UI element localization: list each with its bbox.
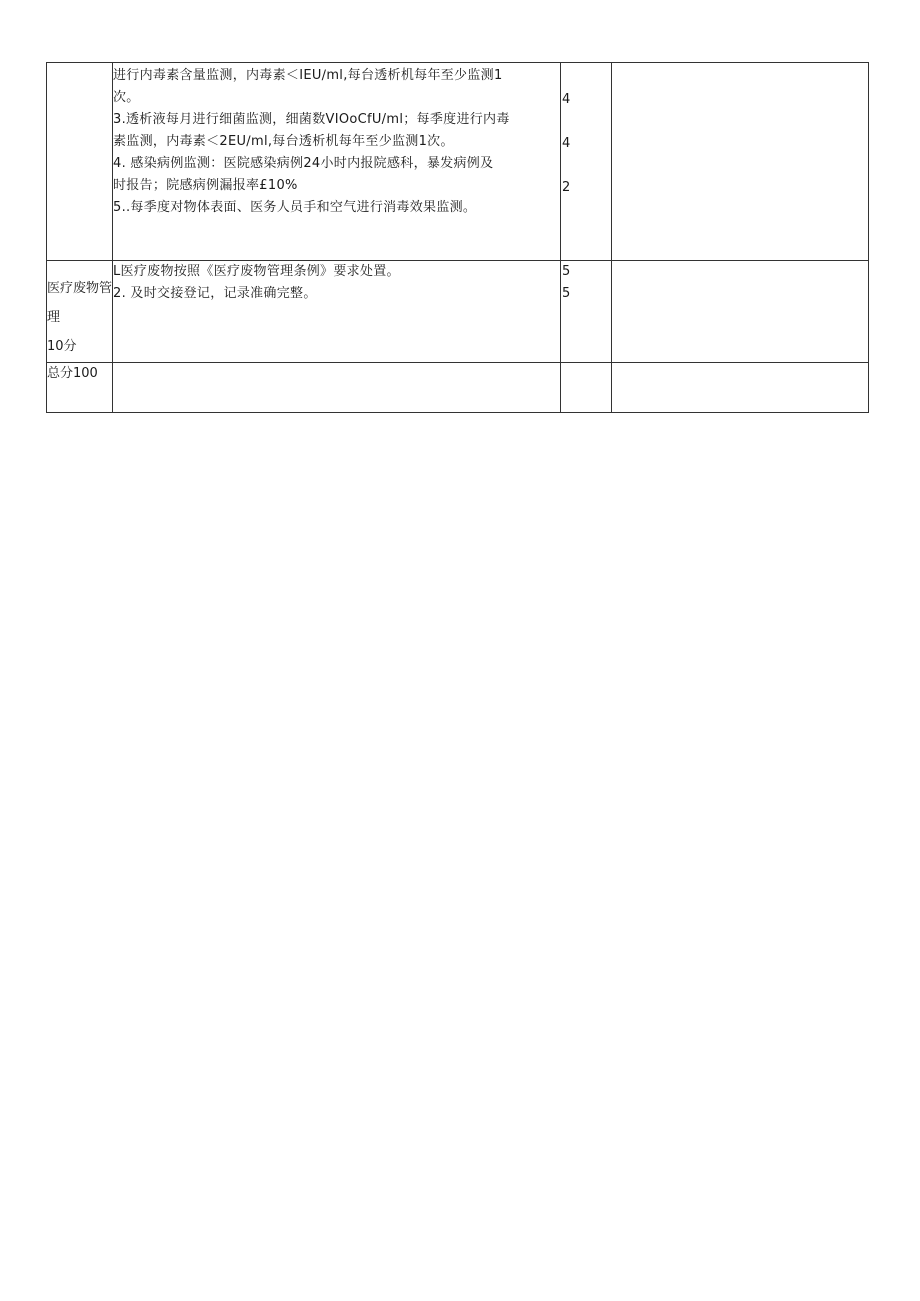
point-value: 5 [562,264,571,279]
criteria-line: 2. 及时交接登记，记录准确完整。 [113,286,317,301]
category-cell [47,261,113,363]
remark-cell [612,63,869,261]
remark-cell [612,261,869,363]
total-row [47,363,869,413]
criteria-line: 次。 [113,90,140,105]
criteria-line: 3.透析液每月进行细菌监测，细菌数VIOoCfU/ml；每季度进行内毒 [113,112,510,127]
table-row [47,261,869,363]
points-cell [561,63,612,261]
category-cell [47,63,113,261]
score-table [46,62,869,413]
points-cell [561,261,612,363]
empty-cell [612,363,869,413]
criteria-line: 4. 感染病例监测：医院感染病例24小时内报院感科，暴发病例及 [113,156,494,171]
point-value: 4 [562,92,571,107]
point-value: 4 [562,136,571,151]
criteria-line: 时报告；院感病例漏报率£10% [113,178,298,193]
total-label: 总分100 [47,363,113,413]
criteria-line: 进行内毒素含量监测，内毒素＜IEU∕ml,每台透析机每年至少监测1 [113,68,503,83]
point-value: 5 [562,286,571,301]
category-name: 医疗废物管理 [47,281,113,325]
point-value: 2 [562,180,571,195]
empty-cell [113,363,561,413]
criteria-line: L医疗废物按照《医疗废物管理条例》要求处置。 [113,264,400,279]
criteria-cell [113,261,561,363]
category-score: 10分 [47,339,77,354]
table-row [47,63,869,261]
criteria-line: 素监测，内毒素＜2EU∕ml,每台透析机每年至少监测1次。 [113,134,454,149]
criteria-line: 5..每季度对物体表面、医务人员手和空气进行消毒效果监测。 [113,200,477,215]
criteria-cell [113,63,561,261]
empty-cell [561,363,612,413]
